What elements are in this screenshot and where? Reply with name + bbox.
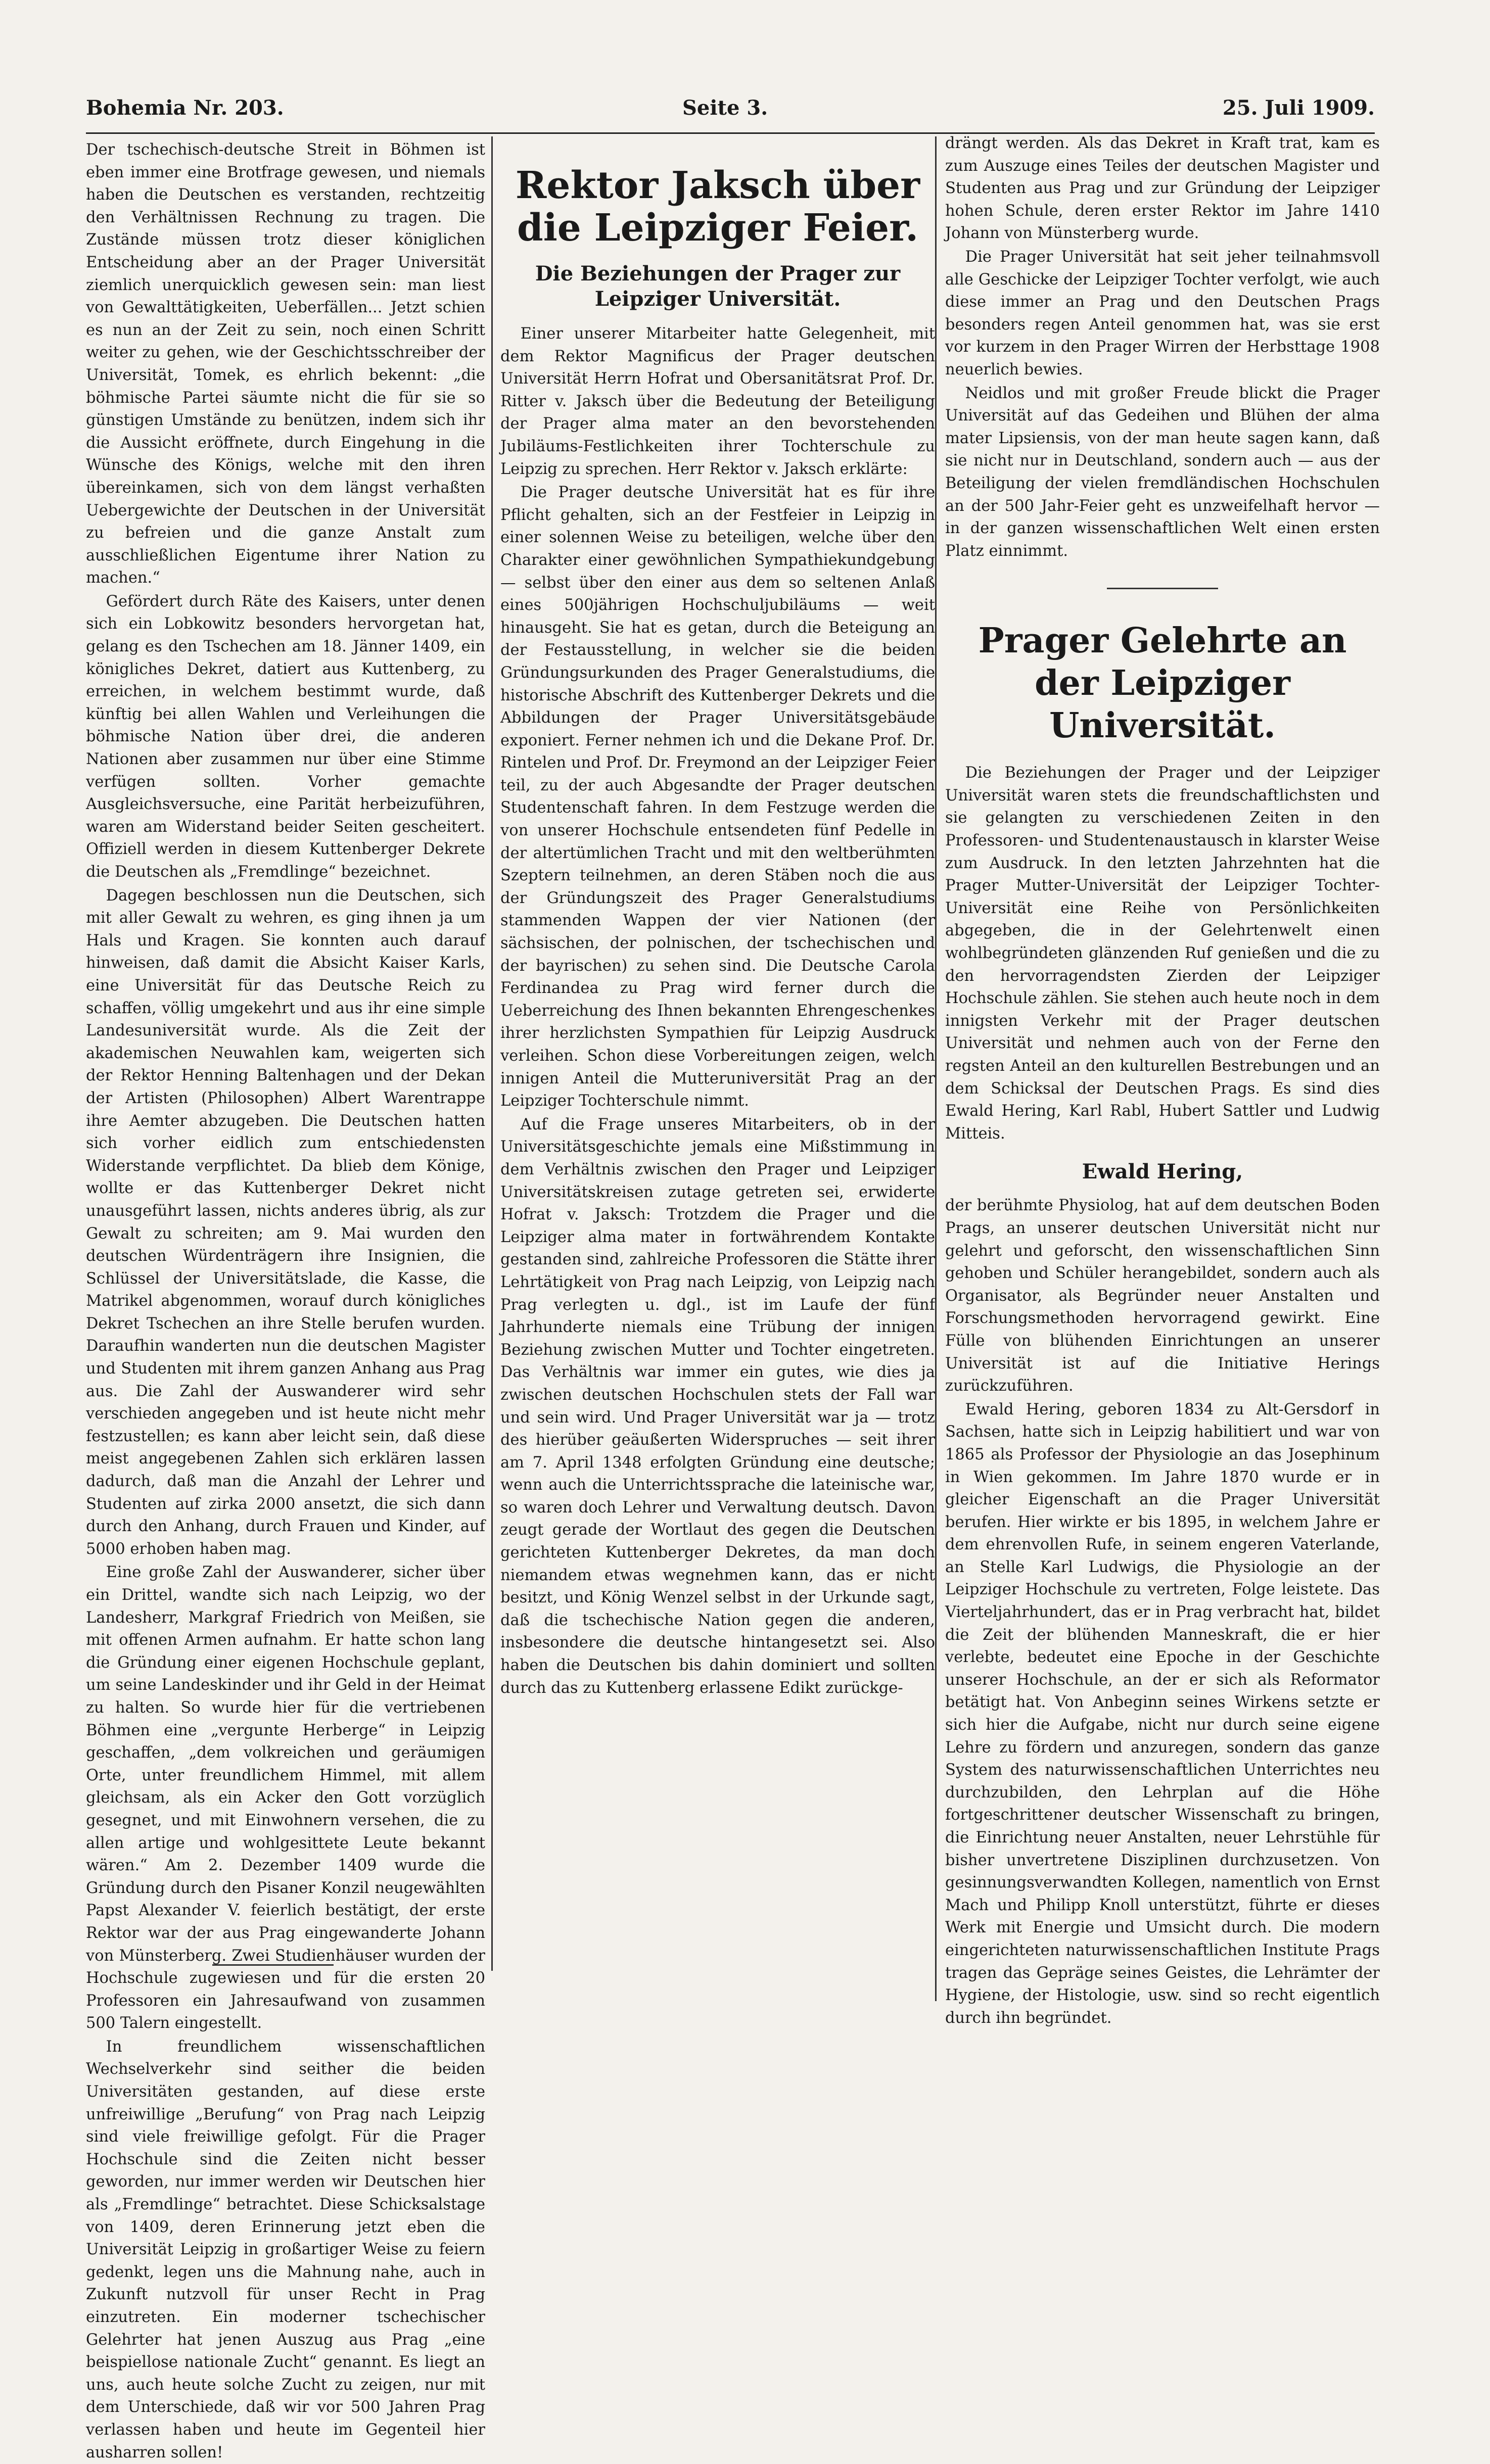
column-3	[945, 132, 1380, 2029]
article-paragraph: Die Prager Universität hat seit jeher teilnahmsvoll alle Geschicke der Leipziger Tochter verfolgt, wie auch diese immer an Prag und den Deutschen Prags besonders regen Anteil genommen hat, was sie erst vor kurzem in den Prager Wirren der Herbsttage 1908 neuerlich bewies.	[945, 248, 1380, 378]
section-separator	[1107, 588, 1218, 589]
column-divider-1	[491, 136, 493, 1971]
column-divider-2	[935, 136, 937, 2001]
article-paragraph: In freundlichem wissenschaftlichen Wechselverkehr sind seither die beiden Universitäten gestanden, auf diese erste unfreiwillige „Berufung“ von Prag nach Leipzig sind viele freiwillige gefolgt. Für die Prager Hochschule sind die Zeiten nicht besser geworden, nur immer werden wir Deutschen hier als „Fremdlinge“ betrachtet. Diese Schicksalstage von 1409, deren Erinnerung jetzt eben die Universität Leipzig in großartiger Weise zu feiern gedenkt, legen uns die Mahnung nahe, auch in Zukunft nutzvoll für unser Recht in Prag einzutreten. Ein moderner tschechischer Gelehrter hat jenen Auszug aus Prag „eine beispiellose nationale Zucht“ genannt. Es liegt an uns, auch heute solche Zucht zu zeigen, nur mit dem Unterschiede, daß wir vor 500 Jahren Prag verlassen haben und heute im Gegenteil hier ausharren sollen!	[86, 2037, 485, 2461]
article-paragraph: Gefördert durch Räte des Kaisers, unter denen sich ein Lobkowitz besonders hervorgetan hat, gelang es den Tschechen am 18. Jänner 1409, ein königliches Dekret, datiert aus Kuttenberg, zu erreichen, in welchem bestimmt wurde, daß künftig bei allen Wahlen und Verleihungen die böhmische Nation über drei, die anderen Nationen aber zusammen nur über eine Stimme verfügen sollten. Vorher gemachte Ausgleichsversuche, eine Parität herbeizuführen, waren am Widerstand beider Seiten gescheitert. Offiziell werden in diesem Kuttenberger Dekrete die Deutschen als „Fremdlinge“ bezeichnet.	[86, 592, 485, 881]
article-end-rule	[212, 1964, 334, 1966]
article-headline: Prager Gelehrte an der Leipziger Universität.	[978, 621, 1347, 746]
column-2	[500, 139, 935, 1699]
article-paragraph: Neidlos und mit großer Freude blickt die Prager Universität auf das Gedeihen und Blühen der alma mater Lipsiensis, von der man heute sagen kann, daß sie nicht nur in Deutschland, sondern auch — aus der Beteiligung der vielen fremdländischen Hochschulen an der 500 Jahr-Feier geht es unzweifelhaft hervor — in der ganzen wissenschaftlichen Welt einen ersten Platz einnimmt.	[945, 384, 1380, 560]
header-issue: Bohemia Nr. 203.	[86, 96, 284, 120]
section-subheadline: Ewald Hering,	[1082, 1160, 1243, 1184]
article-paragraph: Einer unserer Mitarbeiter hatte Gelegenheit, mit dem Rektor Magnificus der Prager deutschen Universität Herrn Hofrat und Obersanitätsrat Prof. Dr. Ritter v. Jaksch über die Bedeutung der Beteiligung der Prager alma mater an den bevorstehenden Jubiläums-Festlichkeiten ihrer Tochterschule zu Leipzig zu sprechen. Herr Rektor v. Jaksch erklärte:	[500, 325, 935, 478]
article-paragraph: Dagegen beschlossen nun die Deutschen, sich mit aller Gewalt zu wehren, es ging ihnen ja um Hals und Kragen. Sie konnten auch darauf hinweisen, daß damit die Absicht Kaiser Karls, eine Universität für das Deutsche Reich zu schaffen, völlig umgekehrt und aus ihr eine simple Landesuniversität wurde. Als die Zeit der akademischen Neuwahlen kam, weigerten sich der Rektor Henning Baltenhagen und der Dekan der Artisten (Philosophen) Albert Warentrappe ihre Aemter abzugeben. Die Deutschen hatten sich vorher eidlich zum entschiedensten Widerstande verpflichtet. Da blieb dem Könige, wollte er das Kuttenberger Dekret nicht unausgeführt lassen, nichts anderes übrig, als zur Gewalt zu schreiten; am 9. Mai wurden den deutschen Würdenträgern ihre Insignien, die Schlüssel der Universitätslade, die Kasse, die Matrikel abgenommen, worauf durch königliches Dekret Tschechen an ihre Stelle berufen wurden. Daraufhin wanderten nun die deutschen Magister und Studenten mit ihrem ganzen Anhang aus Prag aus. Die Zahl der Auswanderer wird sehr verschieden angegeben und ist heute nicht mehr festzustellen; es kann aber leicht sein, daß diese meist angegebenen Zahlen sich erklären lassen dadurch, daß man die Anzahl der Lehrer und Studenten auf zirka 2000 ansetzt, die sich dann durch den Anhang, durch Frauen und Kinder, auf 5000 erhoben haben mag.	[86, 886, 485, 1558]
article-paragraph: drängt werden. Als das Dekret in Kraft trat, kam es zum Auszuge eines Teiles der deutschen Magister und Studenten aus Prag und zur Gründung der Leipziger hohen Schule, deren erster Rektor im Jahre 1410 Johann von Münsterberg wurde.	[945, 134, 1380, 243]
header-page-number: Seite 3.	[682, 96, 768, 120]
article-headline: Rektor Jaksch über die Leipziger Feier.	[515, 164, 920, 250]
article-paragraph: Der tschechisch-deutsche Streit in Böhmen ist eben immer eine Brotfrage gewesen, und niemals haben die Deutschen es verstanden, rechtzeitig den Verhältnissen Rechnung zu tragen. Die Zustände müssen trotz dieser königlichen Entscheidung aber an der Prager Universität ziemlich unerquicklich gewesen sein: man liest von Gewalttätigkeiten, Ueberfällen... Jetzt schien es nun an der Zeit zu sein, noch einen Schritt weiter zu gehen, wie der Geschichtsschreiber der Universität, Tomek, es ehrlich bekennt: „die böhmische Partei säumte nicht die für sie so günstigen Umstände zu benützen, indem sich ihr die Aussicht eröffnete, durch Eingehung in die Wünsche des Königs, welche mit den ihren übereinkamen, sich von dem längst verhaßten Uebergewichte der Deutschen in der Universität zu befreien und die ganze Anstalt zum ausschließlichen Eigentume ihrer Nation zu machen.“	[86, 141, 485, 587]
article-paragraph: der berühmte Physiolog, hat auf dem deutschen Boden Prags, an unserer deutschen Universität nicht nur gelehrt und geforscht, den wissenschaftlichen Sinn gehoben und Schüler herangebildet, sondern auch als Organisator, als Begründer neuer Anstalten und Forschungsmethoden hervorragend gewirkt. Eine Fülle von blühenden Einrichtungen an unserer Universität ist auf die Initiative Herings zurückzuführen.	[945, 1197, 1380, 1395]
article-paragraph: Ewald Hering, geboren 1834 zu Alt-Gersdorf in Sachsen, hatte sich in Leipzig habilitiert und war von 1865 als Professor der Physiologie an das Josephinum in Wien gekommen. Im Jahre 1870 wurde er in gleicher Eigenschaft an die Prager Universität berufen. Hier wirkte er bis 1895, in welchem Jahre er dem ehrenvollen Rufe, in seinem engeren Vaterlande, an Stelle Karl Ludwigs, die Physiologie an der Leipziger Hochschule zu vertreten, Folge leistete. Das Vierteljahrhundert, das er in Prag verbracht hat, bildet die Zeit der blühenden Manneskraft, die er hier verlebte, bedeutet eine Epoche in der Geschichte unserer Hochschule, an der er sich als Reformator betätigt hat. Von Anbeginn seines Wirkens setzte er sich hier die Aufgabe, nicht nur durch seine eigene Lehre zu fördern und anzuregen, sondern das ganze System des naturwissenschaftlichen Unterrichtes neu durchzubilden, den Lehrplan auf die Höhe fortgeschrittener deutscher Wissenschaft zu bringen, die Einrichtung neuer Anstalten, neuer Lehrstühle für bisher unvertretene Disziplinen durchzusetzen. Von gesinnungsverwandten Kollegen, namentlich von Ernst Mach und Philipp Knoll unterstützt, führte er dieses Werk mit Energie und Umsicht durch. Die modern eingerichteten naturwissenschaftlichen Institute Prags tragen das Gepräge seines Geistes, die Lehrämter der Hygiene, der Histologie, usw. sind so recht eigentlich durch ihn begründet.	[945, 1400, 1380, 2027]
header-date: 25. Juli 1909.	[1222, 96, 1375, 120]
article-paragraph: Auf die Frage unseres Mitarbeiters, ob in der Universitätsgeschichte jemals eine Mißstimmung in dem Verhältnis zwischen den Prager und Leipziger Universitätskreisen zutage getreten sei, erwiderte Hofrat v. Jaksch: Trotzdem die Prager und die Leipziger alma mater in fortwährendem Kontakte gestanden sind, zahlreiche Professoren die Stätte ihrer Lehrtätigkeit von Prag nach Leipzig, von Leipzig nach Prag verlegten u. dgl., ist im Laufe der fünf Jahrhunderte niemals eine Trübung der innigen Beziehung zwischen Mutter und Tochter eingetreten. Das Verhältnis war immer ein gutes, wie dies ja zwischen deutschen Hochschulen stets der Fall war und sein wird. Und Prager Universität war ja — trotz des hierüber geäußerten Widerspruches — seit ihrer am 7. April 1348 erfolgten Gründung eine deutsche; wenn auch die Unterrichtssprache die lateinische war, so waren doch Lehrer und Verwaltung deutsch. Davon zeugt gerade der Wortlaut des gegen die Deutschen gerichteten Kuttenberger Dekretes, da man doch niemandem etwas wegnehmen kann, das er nicht besitzt, und König Wenzel selbst in der Urkunde sagt, daß die tschechische Nation gegen die anderen, insbesondere die deutsche hintangesetzt sei. Also haben die Deutschen bis dahin dominiert und sollten durch das zu Kuttenberg erlassene Edikt zurückge-	[500, 1115, 935, 1697]
column-1	[86, 139, 485, 2464]
article-subheadline: Die Beziehungen der Prager zur Leipziger Universität.	[535, 262, 901, 311]
page-header	[81, 96, 1375, 131]
article-paragraph: Die Prager deutsche Universität hat es für ihre Pflicht gehalten, sich an der Festfeier in Leipzig in einer solennen Weise zu beteiligen, welche über den Charakter einer gewöhnlichen Sympathiekundgebung — selbst über den einer aus dem so seltenen Anlaß eines 500jährigen Hochschuljubiläums — weit hinausgeht. Sie hat es getan, durch die Beteigung an der Festausstellung, in welcher sie die beiden Gründungsurkunden des Prager Generalstudiums, die historische Abschrift des Kuttenberger Dekrets und die Abbildungen der Prager Universitätsgebäude exponiert. Ferner nehmen ich und die Dekane Prof. Dr. Rintelen und Prof. Dr. Freymond an der Leipziger Feier teil, zu der auch Abgesandte der Prager deutschen Studentenschaft fahren. In dem Festzuge werden die von unserer Hochschule entsendeten fünf Pedelle in der altertümlichen Tracht und mit den weltberühmten Szeptern teilnehmen, an deren Stäben noch die aus der Gründungszeit des Prager Generalstudiums stammenden Wappen der vier Nationen (der sächsischen, der polnischen, der tschechischen und der bayrischen) zu sehen sind. Die Deutsche Carola Ferdinandea zu Prag wird ferner durch die Ueberreichung des Ihnen bekannten Ehrengeschenkes ihrer herzlichsten Sympathien für Leipzig Ausdruck verleihen. Schon diese Vorbereitungen zeigen, welch innigen Anteil die Mutteruniversität Prag an der Leipziger Tochterschule nimmt.	[500, 484, 935, 1110]
article-paragraph: Eine große Zahl der Auswanderer, sicher über ein Drittel, wandte sich nach Leipzig, wo der Landesherr, Markgraf Friedrich von Meißen, sie mit offenen Armen aufnahm. Er hatte schon lang die Gründung einer eigenen Hochschule geplant, um seine Landeskinder und ihr Geld in der Heimat zu halten. So wurde hier für die vertriebenen Böhmen eine „vergunte Herberge“ in Leipzig geschaffen, „dem volkreichen und geräumigen Orte, unter freundlichem Himmel, mit allem gleichsam, als ein Acker den Gott vorzüglich gesegnet, und mit Einwohnern versehen, die zu allen artige und wohlgesittete Leute bekannt wären.“ Am 2. Dezember 1409 wurde die Gründung durch den Pisaner Konzil neugewählten Papst Alexander V. feierlich bestätigt, der erste Rektor war der aus Prag eingewanderte Johann von Münsterberg. Zwei Studienhäuser wurden der Hochschule zugewiesen und für die ersten 20 Professoren ein Jahresaufwand von zusammen 500 Talern eingestellt.	[86, 1563, 485, 2032]
article-paragraph: Die Beziehungen der Prager und der Leipziger Universität waren stets die freundschaftlichsten und sie gelangten zu verschiedenen Zeiten in den Professoren- und Studentenaustausch in klarster Weise zum Ausdruck. In den letzten Jahrzehnten hat die Prager Mutter-Universität der Leipziger Tochter-Universität eine Reihe von Persönlichkeiten abgegeben, die in der Gelehrtenwelt einen wohlbegründeten glänzenden Ruf genießen und die zu den hervorragendsten Zierden der Leipziger Hochschule zählen. Sie stehen auch heute noch in dem innigsten Verkehr mit der Prager deutschen Universität und nehmen auch von der Ferne den regsten Anteil an den kulturellen Bestrebungen und an dem Schicksal der Deutschen Prags. Es sind dies Ewald Hering, Karl Rabl, Hubert Sattler und Ludwig Mitteis.	[945, 764, 1380, 1143]
